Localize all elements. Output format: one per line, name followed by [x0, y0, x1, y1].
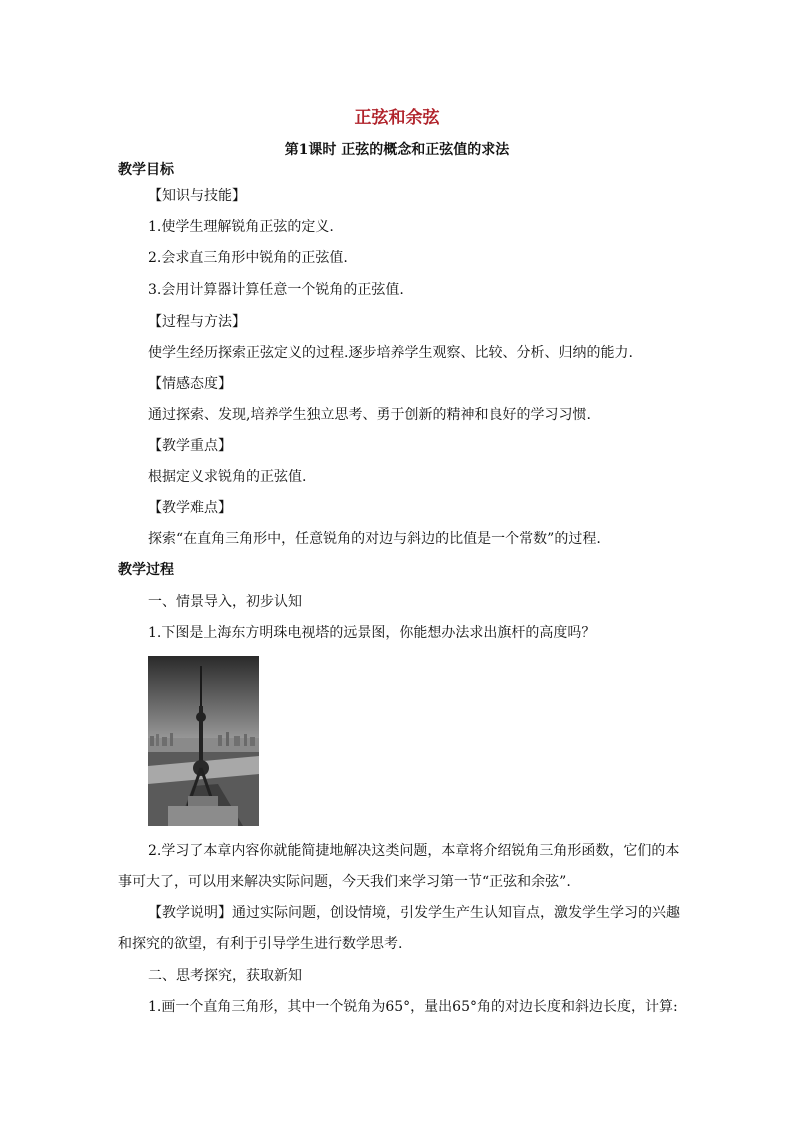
- oriental-pearl-tower-photo: [148, 656, 259, 826]
- page-title: 正弦和余弦: [354, 108, 440, 128]
- teaching-note-line-1: 【教学说明】通过实际问题，创设情境，引发学生产生认知盲点，激发学生学习的兴趣: [148, 905, 680, 921]
- section-2-title: 二、思考探究，获取新知: [148, 968, 302, 984]
- knowledge-item-1: 1.使学生理解锐角正弦的定义.: [148, 219, 334, 235]
- difficulty-label: 【教学难点】: [148, 500, 232, 516]
- heading-goals: 教学目标: [118, 162, 174, 178]
- teaching-note-line-2: 和探究的欲望，有利于引导学生进行数学思考.: [118, 936, 403, 952]
- knowledge-label: 【知识与技能】: [148, 188, 246, 204]
- page-subtitle: 第1课时 正弦的概念和正弦值的求法: [284, 142, 510, 158]
- difficulty-text: 探索“在直角三角形中，任意锐角的对边与斜边的比值是一个常数”的过程.: [148, 531, 601, 547]
- question-3: 1.画一个直角三角形，其中一个锐角为65°，量出65°角的对边长度和斜边长度，计算:: [148, 999, 678, 1015]
- section-1-title: 一、情景导入，初步认知: [148, 594, 302, 610]
- process-text: 使学生经历探索正弦定义的过程.逐步培养学生观察、比较、分析、归纳的能力.: [148, 345, 633, 361]
- process-label: 【过程与方法】: [148, 314, 246, 330]
- question-1: 1.下图是上海东方明珠电视塔的远景图，你能想办法求出旗杆的高度吗？: [148, 625, 596, 641]
- paragraph-2-line-2: 事可大了，可以用来解决实际问题，今天我们来学习第一节“正弦和余弦”.: [118, 874, 571, 890]
- knowledge-item-3: 3.会用计算器计算任意一个锐角的正弦值.: [148, 282, 404, 298]
- paragraph-2-line-1: 2.学习了本章内容你就能简捷地解决这类问题，本章将介绍锐角三角形函数，它们的本: [148, 843, 680, 859]
- heading-process: 教学过程: [118, 562, 174, 578]
- knowledge-item-2: 2.会求直三角形中锐角的正弦值.: [148, 250, 348, 266]
- attitude-label: 【情感态度】: [148, 376, 232, 392]
- attitude-text: 通过探索、发现,培养学生独立思考、勇于创新的精神和良好的学习习惯.: [148, 407, 591, 423]
- key-point-text: 根据定义求锐角的正弦值.: [148, 469, 307, 485]
- key-point-label: 【教学重点】: [148, 438, 232, 454]
